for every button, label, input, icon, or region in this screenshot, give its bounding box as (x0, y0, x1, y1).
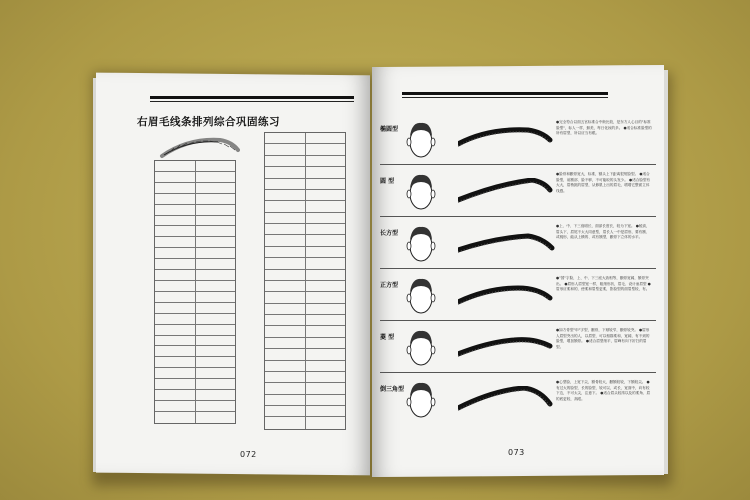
grid-cell (155, 303, 196, 313)
grid-cell (265, 406, 306, 416)
grid-cell (265, 292, 306, 302)
grid-cell (155, 368, 196, 378)
eyebrow-shape-icon (458, 334, 558, 362)
grid-cell (306, 304, 346, 314)
grid-cell (155, 183, 196, 193)
grid-row (265, 190, 345, 201)
row-divider (380, 216, 656, 217)
grid-cell (265, 417, 306, 428)
grid-cell (306, 349, 346, 359)
grid-row (155, 194, 235, 205)
grid-row (155, 161, 235, 172)
grid-cell (306, 292, 346, 302)
grid-cell (306, 156, 346, 166)
grid-cell (196, 379, 236, 389)
practice-grid-right (264, 132, 346, 430)
grid-cell (265, 270, 306, 280)
grid-cell (155, 379, 196, 389)
grid-row (265, 235, 345, 246)
face-outline-icon (404, 224, 438, 264)
left-header-rule-thin (150, 101, 354, 102)
grid-cell (196, 346, 236, 356)
grid-cell (306, 258, 346, 268)
grid-row (155, 303, 235, 314)
face-shape-label: 椭圆型 (380, 126, 399, 133)
grid-row (155, 368, 235, 379)
grid-cell (196, 325, 236, 335)
right-header-rule-thick (402, 92, 608, 95)
grid-cell (196, 259, 236, 269)
grid-cell (265, 349, 306, 359)
row-divider (380, 268, 656, 269)
grid-row (265, 201, 345, 212)
grid-cell (155, 357, 196, 367)
grid-cell (265, 201, 306, 211)
grid-cell (196, 281, 236, 291)
grid-cell (196, 401, 236, 411)
grid-row (155, 314, 235, 325)
grid-cell (155, 401, 196, 411)
grid-row (265, 292, 345, 303)
grid-cell (196, 314, 236, 324)
grid-cell (306, 361, 346, 371)
row-divider (380, 372, 656, 373)
grid-cell (196, 172, 236, 182)
grid-cell (265, 224, 306, 234)
grid-cell (155, 281, 196, 291)
grid-row (265, 304, 345, 315)
grid-cell (306, 338, 346, 348)
grid-cell (155, 248, 196, 258)
face-shape-description: ●完全符合以面五官标准合中般比较，是东方人心目的"标准脸型"，标人一样，拥美，每日化妆的多。 ●适合标准脸型的所有眉型，所以应当有眼。 (556, 120, 652, 136)
grid-cell (155, 205, 196, 215)
grid-cell (306, 247, 346, 257)
grid-cell (155, 237, 196, 247)
grid-cell (306, 406, 346, 416)
grid-cell (155, 292, 196, 302)
grid-row (265, 395, 345, 406)
grid-row (155, 412, 235, 423)
face-shape-description: ●心型脸，上宽下尖，额骨较大，颧额较较，下额较尖。 ●有过大的脸型，长的脸型，较可以，或长，宽面中，向有较下边，不可太尖，注意下。 ●适合眉头较浓以及的柔角、眉的底更较，高眼。 (556, 380, 651, 401)
face-shape-label: 倒三角型 (380, 386, 405, 393)
grid-cell (196, 205, 236, 215)
grid-row (155, 357, 235, 368)
grid-row (155, 216, 235, 227)
grid-cell (265, 247, 306, 257)
grid-cell (265, 258, 306, 268)
left-page-number: 072 (240, 450, 257, 459)
right-page-number: 073 (508, 448, 525, 457)
grid-row (265, 406, 345, 417)
face-outline-icon (404, 276, 438, 316)
grid-row (265, 372, 345, 383)
grid-cell (155, 390, 196, 400)
eyebrow-shape-icon (458, 282, 558, 310)
grid-row (155, 401, 235, 412)
grid-cell (155, 336, 196, 346)
grid-cell (196, 270, 236, 280)
sample-eyebrow-illustration (158, 134, 240, 160)
grid-cell (306, 213, 346, 223)
grid-cell (196, 161, 236, 171)
grid-cell (265, 144, 306, 154)
eyebrow-shape-icon (458, 230, 558, 258)
grid-row (155, 281, 235, 292)
grid-cell (155, 259, 196, 269)
face-shape-description: ●如方骨型"申"字型，颧骨，下颏较窄，颧骨较突。 ●眉形人眉型突出的人，以眉型，可以相描柔和，宽阔，有不到的脸型，增加额骨。 ●适合眉型细平，眉峰有向下折扫的眉型。 (556, 328, 650, 349)
grid-cell (306, 315, 346, 325)
grid-row (155, 237, 235, 248)
grid-row (265, 349, 345, 360)
grid-row (155, 336, 235, 347)
face-shape-label: 圆 型 (380, 178, 395, 185)
grid-cell (196, 226, 236, 236)
grid-cell (196, 303, 236, 313)
face-outline-icon (404, 380, 438, 420)
grid-row (155, 325, 235, 336)
grid-row (265, 144, 345, 155)
right-header-rule-thin (402, 97, 608, 98)
grid-row (265, 156, 345, 167)
grid-row (265, 247, 345, 258)
grid-row (155, 248, 235, 259)
grid-cell (265, 395, 306, 405)
grid-cell (265, 361, 306, 371)
grid-cell (265, 156, 306, 166)
left-header-rule-thick (150, 96, 354, 99)
grid-cell (306, 235, 346, 245)
grid-cell (306, 270, 346, 280)
practice-title: 右眉毛线条排列综合巩固练习 (137, 116, 280, 128)
eyebrow-shape-icon (458, 386, 558, 414)
grid-cell (265, 167, 306, 177)
face-shape-label: 正方型 (380, 282, 399, 289)
grid-cell (265, 304, 306, 314)
grid-cell (265, 213, 306, 223)
grid-row (265, 326, 345, 337)
grid-row (155, 390, 235, 401)
grid-cell (196, 292, 236, 302)
grid-cell (306, 144, 346, 154)
grid-cell (155, 226, 196, 236)
grid-row (155, 172, 235, 183)
grid-cell (196, 248, 236, 258)
grid-cell (306, 372, 346, 382)
grid-row (265, 213, 345, 224)
grid-cell (155, 172, 196, 182)
practice-grid-left (154, 160, 236, 424)
row-divider (380, 164, 656, 165)
grid-cell (306, 133, 346, 143)
grid-cell (265, 338, 306, 348)
grid-row (265, 133, 345, 144)
grid-cell (265, 326, 306, 336)
grid-row (155, 183, 235, 194)
grid-cell (265, 372, 306, 382)
grid-row (265, 167, 345, 178)
grid-row (265, 270, 345, 281)
grid-cell (155, 346, 196, 356)
grid-cell (196, 216, 236, 226)
grid-row (265, 258, 345, 269)
grid-cell (265, 179, 306, 189)
grid-cell (306, 395, 346, 405)
face-outline-icon (404, 120, 438, 160)
grid-row (265, 361, 345, 372)
grid-cell (155, 325, 196, 335)
grid-cell (306, 179, 346, 189)
grid-row (265, 383, 345, 394)
grid-cell (306, 201, 346, 211)
grid-cell (196, 336, 236, 346)
grid-cell (265, 383, 306, 393)
grid-cell (306, 167, 346, 177)
grid-cell (196, 357, 236, 367)
grid-cell (196, 183, 236, 193)
grid-cell (196, 390, 236, 400)
grid-cell (265, 190, 306, 200)
grid-row (265, 224, 345, 235)
grid-cell (196, 194, 236, 204)
row-divider (380, 320, 656, 321)
grid-cell (196, 412, 236, 423)
grid-row (155, 205, 235, 216)
grid-cell (196, 237, 236, 247)
face-shape-description: ●脸骨和颧骨宽大，标准，额头上下距离很短脸型。 ●适合脸型，前额部、脸不够，不可能取的头发少。 ●适合脸型有大大，眉梢挑的眉型，从修肌上出的眉毛，增增它整面立体线感。 (556, 172, 651, 193)
grid-cell (306, 326, 346, 336)
face-shape-description: ●上、中、下三庭明长，面部长度长，较为下宽。 ●棱高，眉头下，眉尾不太大同意型，眉长人一中是眉形，要有额、或桃形，能从上横的、或有额型，颧骨下立体的水平。 (556, 224, 650, 240)
face-shape-label: 菱 型 (380, 334, 395, 341)
grid-cell (196, 368, 236, 378)
grid-cell (155, 161, 196, 171)
eyebrow-shape-icon (458, 126, 558, 154)
face-outline-icon (404, 172, 438, 212)
grid-cell (155, 412, 196, 423)
grid-cell (306, 383, 346, 393)
eyebrow-shape-icon (458, 178, 558, 206)
grid-row (155, 259, 235, 270)
grid-cell (155, 194, 196, 204)
grid-cell (265, 315, 306, 325)
grid-cell (306, 281, 346, 291)
grid-cell (155, 314, 196, 324)
grid-cell (306, 190, 346, 200)
grid-row (155, 379, 235, 390)
grid-row (155, 346, 235, 357)
face-outline-icon (404, 328, 438, 368)
grid-row (265, 179, 345, 190)
grid-cell (155, 216, 196, 226)
grid-row (155, 292, 235, 303)
grid-cell (306, 224, 346, 234)
grid-row (265, 417, 345, 428)
grid-row (155, 270, 235, 281)
face-shape-description: ●"国"字脸，上、中、下三庭大致相等，颧骨宽阔，额骨突出。 ●眉形人眉型宽一样，粗细形状，眉毛、设计而眉型 ●眉形应柔和的，使柔和眉型更柔，影脸型的面眉型较，有。 (556, 276, 651, 292)
grid-row (265, 338, 345, 349)
grid-cell (265, 281, 306, 291)
grid-cell (265, 235, 306, 245)
grid-row (265, 281, 345, 292)
grid-row (155, 226, 235, 237)
grid-cell (155, 270, 196, 280)
face-shape-label: 长方型 (380, 230, 399, 237)
grid-row (265, 315, 345, 326)
grid-cell (265, 133, 306, 143)
grid-cell (306, 417, 346, 428)
